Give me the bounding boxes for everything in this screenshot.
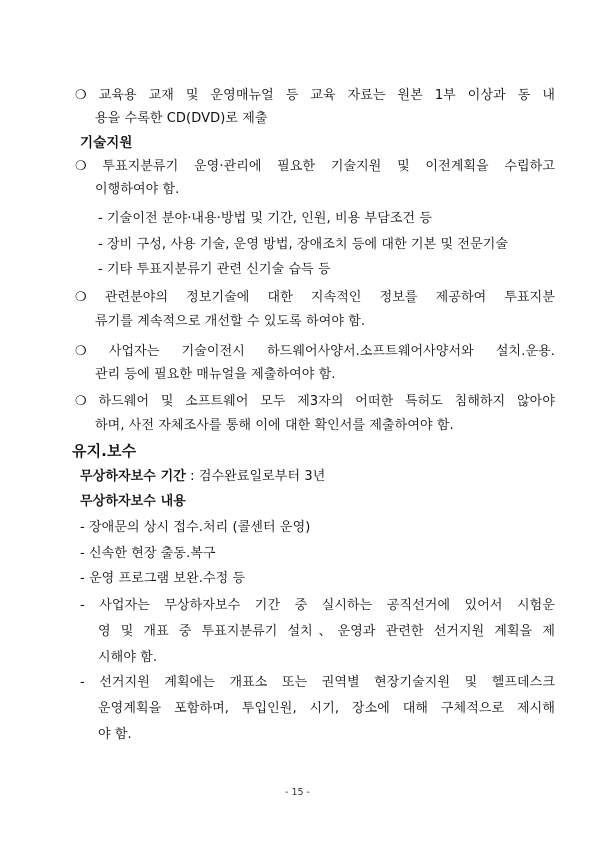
dash-item-text: - 신속한 현장 출동.복구 (80, 546, 216, 561)
dash-item-text: 영 및 개표 중 투표지분류기 설치、운영과 관련한 선거지원 계획을 제 (98, 624, 555, 639)
warranty-period-label: 무상하자보수 기간 (80, 469, 186, 484)
subsection-heading: 무상하자보수 내용 (80, 494, 186, 509)
bullet-item-text: ❍ 사업자는 기술이전시 하드웨어사양서.소프트웨어사양서와 설치.운용. (75, 344, 555, 359)
bullet-item-text: ❍ 관련분야의 정보기술에 대한 지속적인 정보를 제공하여 투표지분 (75, 290, 555, 305)
page-number: - 15 - (285, 787, 310, 798)
bullet-item-text: 하며, 사전 자체조사를 통해 이에 대한 확인서를 제출하여야 함. (95, 418, 454, 433)
dash-item-text: - 기술이전 분야·내용·방법 및 기간, 인원, 비용 부담조건 등 (98, 211, 433, 226)
warranty-period (80, 468, 325, 486)
bullet-item-text: 관리 등에 필요한 매뉴얼을 제출하여야 함. (95, 367, 336, 382)
dash-item-text: 시해야 함. (98, 650, 158, 665)
bullet-item-text: 류기를 계속적으로 개선할 수 있도록 하여야 함. (95, 314, 366, 329)
warranty-period-value: : 검수완료일로부터 3년 (185, 469, 326, 484)
dash-item-text: 운영계획을 포함하며, 투입인원, 시기, 장소에 대해 구체적으로 제시해 (98, 701, 555, 716)
dash-item-text: - 선거지원 계획에는 개표소 또는 권역별 현장기술지원 및 헬프데스크 (80, 675, 555, 690)
dash-item-text: - 기타 투표지분류기 관련 신기술 습득 등 (98, 262, 331, 277)
dash-item-text: - 사업자는 무상하자보수 기간 중 실시하는 공직선거에 있어서 시험운 (80, 598, 555, 613)
bullet-item-text: ❍ 투표지분류기 운영·관리에 필요한 기술지원 및 이전계획을 수립하고 (75, 159, 555, 174)
bullet-item-text: 용을 수록한 CD(DVD)로 제출 (95, 111, 268, 126)
dash-item-text: - 장애문의 상시 접수.처리 (콜센터 운영) (80, 520, 311, 535)
section-heading: 유지.보수 (72, 442, 137, 460)
dash-item-text: - 운영 프로그램 보완.수정 등 (80, 571, 246, 586)
section-heading: 기술지원 (80, 135, 133, 151)
dash-item-text: 야 함. (98, 727, 132, 742)
dash-item-text: - 장비 구성, 사용 기술, 운영 방법, 장애조치 등에 대한 기본 및 전문기술 (98, 237, 509, 252)
bullet-item-text: ❍ 교육용 교재 및 운영매뉴얼 등 교육 자료는 원본 1부 이상과 동 내 (75, 88, 555, 103)
bullet-item-text: 이행하여야 함. (95, 182, 180, 197)
bullet-item-text: ❍ 하드웨어 및 소프트웨어 모두 제3자의 어떠한 특허도 침해하지 않아야 (75, 394, 555, 409)
